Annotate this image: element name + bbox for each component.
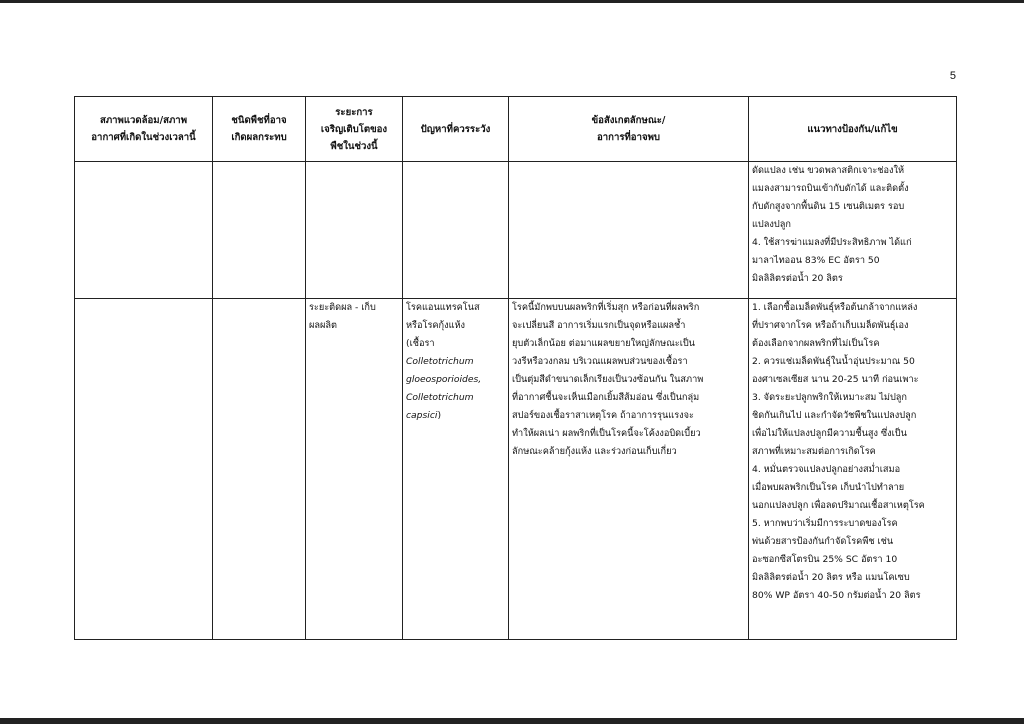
header-symptoms: ข้อสังเกตลักษณะ/ อาการที่อาจพบ [509,97,749,162]
advisory-table [74,96,957,640]
cell-stage [306,162,403,299]
header-problem: ปัญหาที่ควรระวัง [403,97,509,162]
cell-prevention: ดัดแปลง เช่น ขวดพลาสติกเจาะช่องให้ แมลงสามารถบินเข้ากับดักได้ และติดตั้ง กับดักสูงจากพื้นดิน 15 เซนติเมตร รอบ แปลงปลูก 4. ใช้สารฆ่าแมลงที่มีประสิทธิภาพ ได้แก่ มาลาไทออน 83% EC อัตรา 50 มิลลิลิตรต่อน้ำ 20 ลิตร [749,162,957,299]
cell-symptoms: โรคนี้มักพบบนผลพริกที่เริ่มสุก หรือก่อนที่ผลพริก จะเปลี่ยนสี อาการเริ่มแรกเป็นจุดหรือแผลช้ำ ยุบตัวเล็กน้อย ต่อมาแผลขยายใหญ่ลักษณะเป็น วงรีหรือวงกลม บริเวณแผลพบส่วนของเชื้อรา เป็นตุ่มสีดำขนาดเล็กเรียงเป็นวงซ้อนกัน ในสภาพ ที่อากาศชื้นจะเห็นเมือกเยิ้มสีส้มอ่อน ซึ่งเป็นกลุ่ม สปอร์ของเชื้อราสาเหตุโรค ถ้าอาการรุนแรงจะ ทำให้ผลเน่า ผลพริกที่เป็นโรคนี้จะโค้งงอบิดเบี้ยว ลักษณะคล้ายกุ้งแห้ง และร่วงก่อนเก็บเกี่ยว [509,299,749,640]
table-header-row [75,97,957,162]
header-prevention: แนวทางป้องกัน/แก้ไข [749,97,957,162]
cell-crop [213,299,306,640]
problem-close-paren: ) [437,410,442,421]
table-row [75,162,957,299]
problem-pathogen-species: Colletotrichum gloeosporioides, Colletotrichum capsici [406,356,482,421]
page-number: 5 [949,70,956,82]
cell-problem [403,162,509,299]
top-border-line [0,0,1024,3]
cell-problem [403,299,509,640]
header-affected-crop: ชนิดพืชที่อาจ เกิดผลกระทบ [213,97,306,162]
cell-environment [75,299,213,640]
header-environment: สภาพแวดล้อม/สภาพ อากาศที่เกิดในช่วงเวลานี้ [75,97,213,162]
cell-symptoms [509,162,749,299]
cell-environment [75,162,213,299]
table-row [75,299,957,640]
cell-stage: ระยะติดผล - เก็บ ผลผลิต [306,299,403,640]
problem-disease-name: โรคแอนแทรคโนส หรือโรคกุ้งแห้ง (เชื้อรา [406,302,480,349]
cell-crop [213,162,306,299]
header-growth-stage: ระยะการ เจริญเติบโตของ พืชในช่วงนี้ [306,97,403,162]
cell-prevention: 1. เลือกซื้อเมล็ดพันธุ์หรือต้นกล้าจากแหล่ง ที่ปราศจากโรค หรือถ้าเก็บเมล็ดพันธุ์เอง ต้องเลือกจากผลพริกที่ไม่เป็นโรค 2. ควรแช่เมล็ดพันธุ์ในน้ำอุ่นประมาณ 50 องศาเซลเซียส นาน 20-25 นาที ก่อนเพาะ 3. จัดระยะปลูกพริกให้เหมาะสม ไม่ปลูก ชิดกันเกินไป และกำจัดวัชพืชในแปลงปลูก เพื่อไม่ให้แปลงปลูกมีความชื้นสูง ซึ่งเป็น สภาพที่เหมาะสมต่อการเกิดโรค 4. หมั่นตรวจแปลงปลูกอย่างสม่ำเสมอ เมื่อพบผลพริกเป็นโรค เก็บนำไปทำลาย นอกแปลงปลูก เพื่อลดปริมาณเชื้อสาเหตุโรค 5. หากพบว่าเริ่มมีการระบาดของโรค พ่นด้วยสารป้องกันกำจัดโรคพืช เช่น อะซอกซีสโตรบิน 25% SC อัตรา 10 มิลลิลิตรต่อน้ำ 20 ลิตร หรือ แมนโคเซบ 80% WP อัตรา 40-50 กรัมต่อน้ำ 20 ลิตร [749,299,957,640]
bottom-border-line [0,718,1024,724]
